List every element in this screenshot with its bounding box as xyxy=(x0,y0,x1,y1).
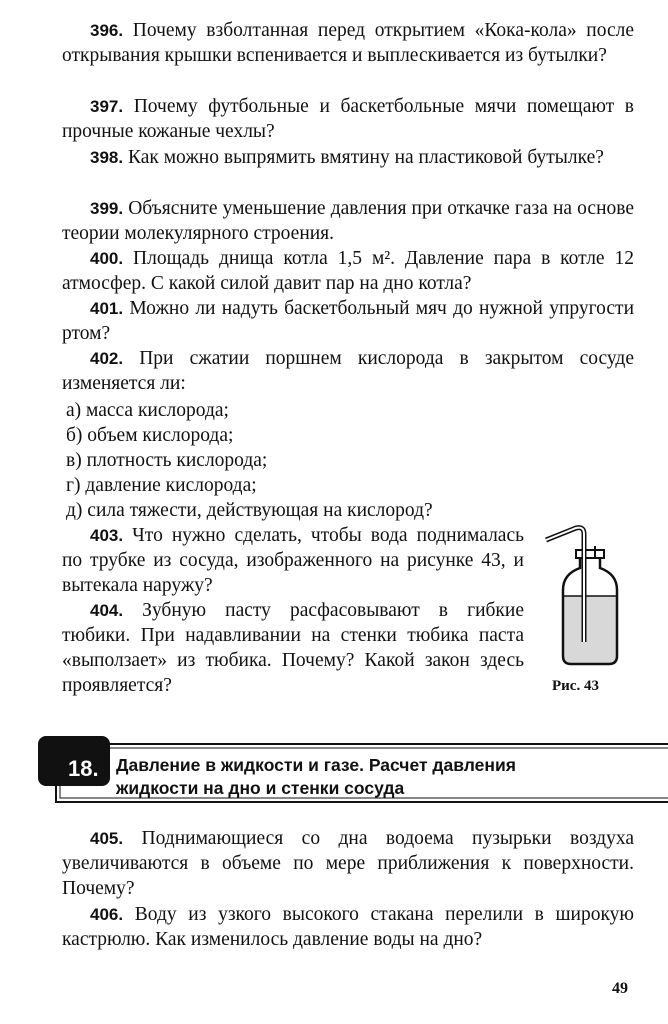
problem-text: Площадь днища котла 1,5 м². Давление пара в котле 12 атмосфер. С какой силой давит пар на дно котла? xyxy=(62,248,634,294)
problem-406 xyxy=(62,902,634,952)
problem-number: 402. xyxy=(90,349,124,368)
problem-number: 399. xyxy=(90,199,124,218)
problem-403 xyxy=(62,523,524,598)
problem-number: 403. xyxy=(90,526,124,545)
problem-402 xyxy=(62,346,634,396)
problem-396 xyxy=(62,18,634,68)
problem-text: При сжатии поршнем кислорода в закрытом сосуде изменяется ли: xyxy=(62,348,634,394)
section-title xyxy=(116,754,636,800)
problem-397 xyxy=(62,94,634,144)
problem-399 xyxy=(62,196,634,246)
section-title-line2: жидкости на дно и стенки сосуда xyxy=(116,778,405,798)
problem-number: 398. xyxy=(90,148,124,167)
problem-number: 397. xyxy=(90,97,124,116)
problem-400 xyxy=(62,246,634,296)
problem-401 xyxy=(62,296,634,346)
option-c: в) плотность кислорода; xyxy=(66,450,268,471)
problem-number: 404. xyxy=(90,601,124,620)
problem-text: Воду из узкого высокого стакана перелили в широкую кастрюлю. Как изменилось давление воды на дно? xyxy=(62,904,634,950)
problem-number: 406. xyxy=(90,905,124,924)
problem-398 xyxy=(62,145,634,170)
section-header xyxy=(38,736,668,806)
bottle-with-tube-figure xyxy=(540,524,640,674)
water-fill xyxy=(563,596,617,664)
problem-text: Почему футбольные и баскетбольные мячи помещают в прочные кожаные чехлы? xyxy=(62,96,634,142)
problem-text: Что нужно сделать, чтобы вода поднималась по трубке из сосуда, изображенного на рисунке 43, и вытекала наружу? xyxy=(62,525,524,596)
problem-number: 400. xyxy=(90,249,124,268)
option-b: б) объем кислорода; xyxy=(66,425,234,446)
problem-number: 401. xyxy=(90,299,124,318)
stopper xyxy=(576,550,604,558)
problem-number: 405. xyxy=(90,829,124,848)
option-a: а) масса кислорода; xyxy=(66,400,229,421)
problem-number: 396. xyxy=(90,21,124,40)
option-e: д) сила тяжести, действующая на кислород? xyxy=(66,500,433,521)
problem-404 xyxy=(62,598,524,698)
page-number: 49 xyxy=(612,980,628,997)
section-title-line1: Давление в жидкости и газе. Расчет давления xyxy=(116,755,516,775)
problem-text: Как можно выпрямить вмятину на пластиковой бутылке? xyxy=(127,147,604,168)
problem-text: Можно ли надуть баскетбольный мяч до нужной упругости ртом? xyxy=(62,298,634,344)
problem-text: Почему взболтанная перед открытием «Кока-кола» после открывания крышки вспенивается и выплескивается из бутылки? xyxy=(62,20,634,66)
option-d: г) давление кислорода; xyxy=(66,475,257,496)
problem-405 xyxy=(62,826,634,901)
problem-text: Объясните уменьшение давления при откачке газа на основе теории молекулярного строения. xyxy=(62,198,635,244)
figure-caption: Рис. 43 xyxy=(552,678,599,694)
problem-text: Поднимающиеся со дна водоема пузырьки воздуха увеличиваются в объеме по мере приближения к поверхности. Почему? xyxy=(62,828,635,899)
section-number: 18. xyxy=(68,756,99,781)
problem-text: Зубную пасту расфасовывают в гибкие тюбики. При надавливании на стенки тюбика паста «выползает» из тюбика. Почему? Какой закон здесь проявляется? xyxy=(62,600,524,696)
